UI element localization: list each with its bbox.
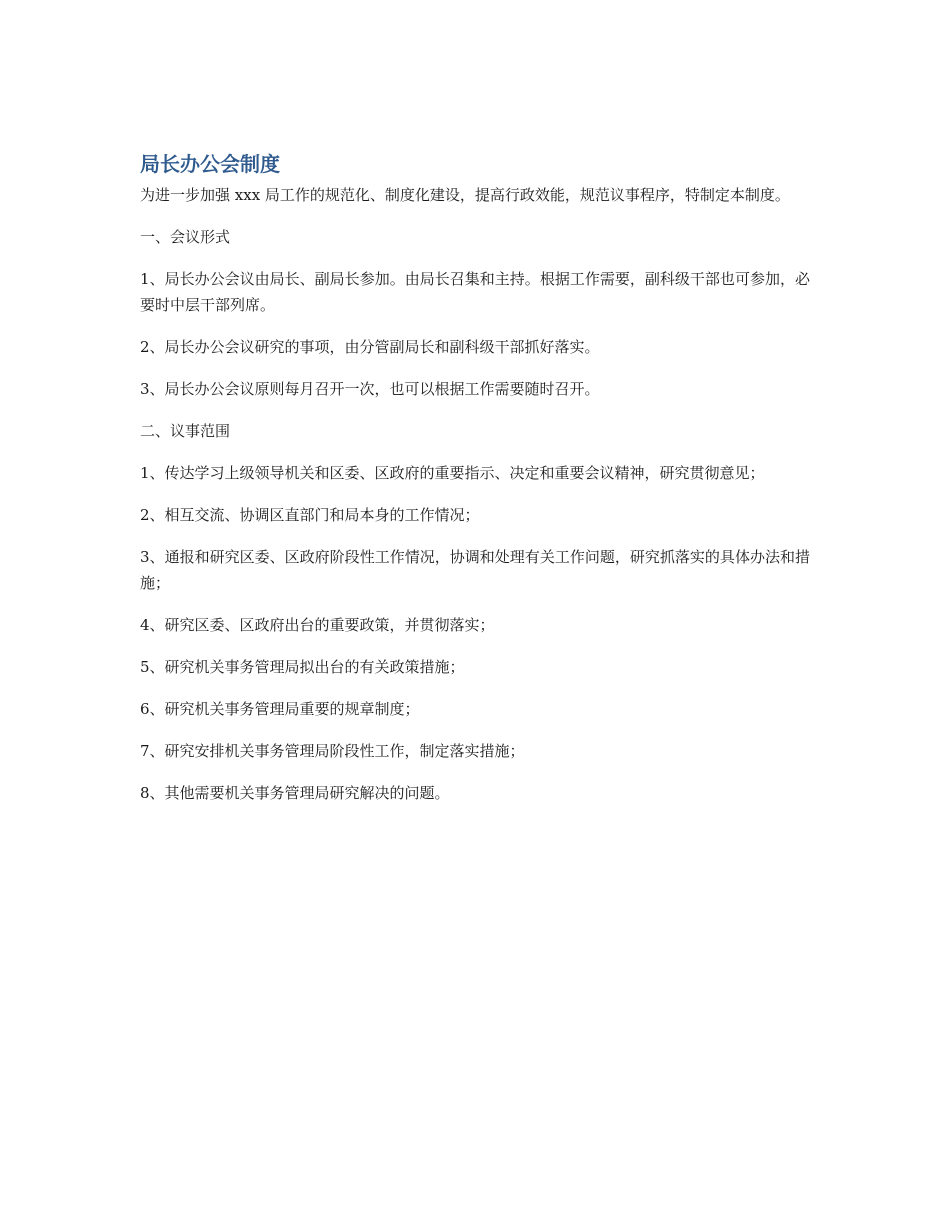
agenda-scope-item-7: 7、研究安排机关事务管理局阶段性工作，制定落实措施；	[140, 742, 525, 760]
agenda-scope-item-6: 6、研究机关事务管理局重要的规章制度；	[140, 700, 420, 718]
agenda-scope-item-3: 3、通报和研究区委、区政府阶段性工作情况，协调和处理有关工作问题，研究抓落实的具体办法和措施；	[140, 548, 810, 592]
document-body	[140, 148, 810, 822]
meeting-format-item-1: 1、局长办公会议由局长、副局长参加。由局长召集和主持。根据工作需要，副科级干部也可参加，必要时中层干部列席。	[140, 270, 810, 314]
section-heading-meeting-format: 一、会议形式	[140, 228, 231, 246]
intro-paragraph: 为进一步加强 xxx 局工作的规范化、制度化建设，提高行政效能，规范议事程序，特制定本制度。	[140, 186, 790, 204]
page-title: 局长办公会制度	[140, 152, 280, 176]
section-heading-agenda-scope: 二、议事范围	[140, 422, 231, 440]
agenda-scope-item-8: 8、其他需要机关事务管理局研究解决的问题。	[140, 784, 450, 802]
agenda-scope-item-2: 2、相互交流、协调区直部门和局本身的工作情况；	[140, 506, 480, 524]
agenda-scope-item-1: 1、传达学习上级领导机关和区委、区政府的重要指示、决定和重要会议精神，研究贯彻意见；	[140, 464, 765, 482]
meeting-format-item-2: 2、局长办公会议研究的事项，由分管副局长和副科级干部抓好落实。	[140, 338, 600, 356]
agenda-scope-item-5: 5、研究机关事务管理局拟出台的有关政策措施；	[140, 658, 465, 676]
meeting-format-item-3: 3、局长办公会议原则每月召开一次，也可以根据工作需要随时召开。	[140, 380, 600, 398]
agenda-scope-item-4: 4、研究区委、区政府出台的重要政策，并贯彻落实；	[140, 616, 495, 634]
